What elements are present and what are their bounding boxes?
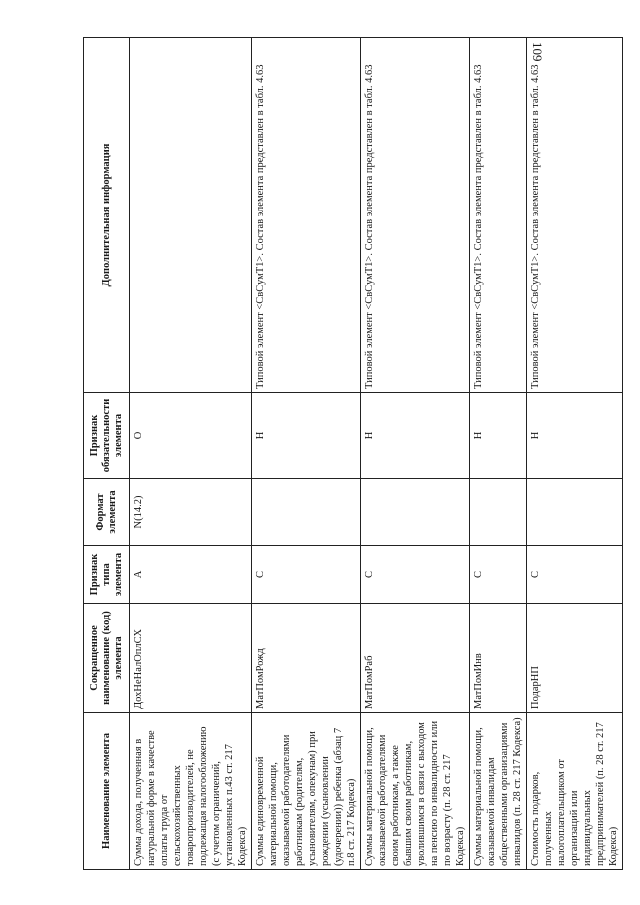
cell-element-type: С xyxy=(527,546,623,604)
cell-additional-info: Типовой элемент <СвСумТ1>. Состав элемента представлен в табл. 4.63 xyxy=(470,38,527,393)
cell-element-code: ПодарНП xyxy=(527,604,623,713)
table-row xyxy=(470,38,527,870)
cell-element-required: Н xyxy=(527,393,623,479)
cell-additional-info: Типовой элемент <СвСумТ1>. Состав элемента представлен в табл. 4.63 xyxy=(527,38,623,393)
cell-additional-info xyxy=(130,38,252,393)
header-element-type: Признак типа элемента xyxy=(84,546,130,604)
header-additional-info: Дополнительная информация xyxy=(84,38,130,393)
cell-element-format xyxy=(252,479,361,546)
cell-additional-info: Типовой элемент <СвСумТ1>. Состав элемента представлен в табл. 4.63 xyxy=(361,38,470,393)
cell-element-code: МатПомРожд xyxy=(252,604,361,713)
cell-element-format xyxy=(470,479,527,546)
cell-element-type: С xyxy=(252,546,361,604)
header-element-code: Сокращенное наименование (код) элемента xyxy=(84,604,130,713)
cell-element-name: Стоимость подарков, полученных налогоплательщиком от организаций или индивидуальных предпринимателей (п. 28 ст. 217 Кодекса) xyxy=(527,713,623,870)
cell-element-name: Суммы материальной помощи, оказываемой инвалидам общественными организациями инвалидов (п. 28 ст. 217 Кодекса) xyxy=(470,713,527,870)
header-element-format: Формат элемента xyxy=(84,479,130,546)
table-row xyxy=(361,38,470,870)
cell-element-type: С xyxy=(470,546,527,604)
cell-element-code: МатПомИнв xyxy=(470,604,527,713)
cell-element-code: МатПомРаб xyxy=(361,604,470,713)
page-number: 109 xyxy=(530,42,545,62)
cell-element-format xyxy=(527,479,623,546)
cell-element-format xyxy=(361,479,470,546)
cell-element-code: ДохНеНалОплСХ xyxy=(130,604,252,713)
cell-additional-info: Типовой элемент <СвСумТ1>. Состав элемента представлен в табл. 4.63 xyxy=(252,38,361,393)
cell-element-required: О xyxy=(130,393,252,479)
cell-element-name: Сумма дохода, полученная в натуральной форме в качестве оплаты труда от сельскохозяйственных товаропроизводителей, не подлежащая налогообложению (с учетом ограничений, установленных п.43 ст. 217 Кодекса) xyxy=(130,713,252,870)
rotated-table-sheet xyxy=(83,38,619,870)
cell-element-type: С xyxy=(361,546,470,604)
cell-element-format: N(14.2) xyxy=(130,479,252,546)
table-row xyxy=(130,38,252,870)
cell-element-type: А xyxy=(130,546,252,604)
table-row xyxy=(252,38,361,870)
header-element-required: Признак обязательности элемента xyxy=(84,393,130,479)
header-element-name: Наименование элемента xyxy=(84,713,130,870)
table-row xyxy=(527,38,623,870)
cell-element-required: Н xyxy=(252,393,361,479)
cell-element-name: Суммы единовременной материальной помощи, оказываемой работодателями работникам (родителям, усыновителям, опекунам) при рождении (усыновлении (удочерении)) ребенка (абзац 7 п.8 ст. 217 Кодекса) xyxy=(252,713,361,870)
cell-element-name: Суммы материальной помощи, оказываемой работодателями своим работникам, а также бывшим своим работникам, уволившимся в связи с выходом на пенсию по инвалидности или по возрасту (п. 28 ст. 217 Кодекса) xyxy=(361,713,470,870)
cell-element-required: Н xyxy=(470,393,527,479)
elements-table xyxy=(83,37,623,870)
cell-element-required: Н xyxy=(361,393,470,479)
table-header-row xyxy=(84,38,130,870)
